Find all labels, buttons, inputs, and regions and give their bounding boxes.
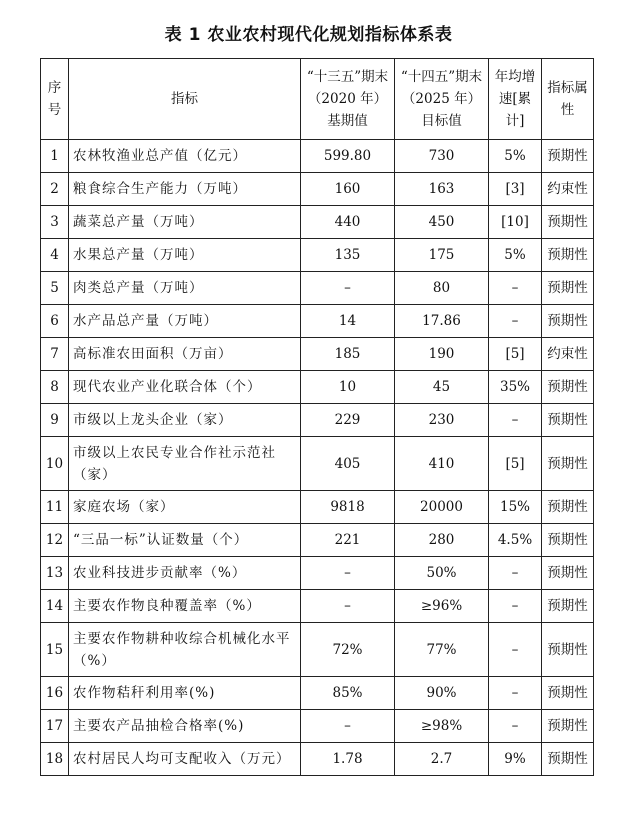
table-row [41,338,594,371]
growth-rate: 15% [489,491,542,524]
base-value: 135 [301,239,395,272]
growth-rate: [5] [489,437,542,491]
header-base: “十三五”期末（2020 年）基期值 [301,59,395,140]
target-value: 20000 [395,491,489,524]
table-title: 表 1 农业农村现代化规划指标体系表 [164,25,453,45]
indicator-attribute: 预期性 [542,140,594,173]
indicator-attribute: 预期性 [542,272,594,305]
row-number: 8 [41,371,69,404]
table-row [41,404,594,437]
base-value: 9818 [301,491,395,524]
target-value: 45 [395,371,489,404]
base-value: 405 [301,437,395,491]
target-value: 730 [395,140,489,173]
growth-rate: 4.5% [489,524,542,557]
indicator-attribute: 预期性 [542,371,594,404]
indicator-name: 农村居民人均可支配收入（万元） [69,743,301,776]
indicator-table [40,58,594,776]
indicator-attribute: 预期性 [542,743,594,776]
indicator-attribute: 预期性 [542,710,594,743]
target-value: 90% [395,677,489,710]
indicator-name: 家庭农场（家） [69,491,301,524]
row-number: 4 [41,239,69,272]
table-row [41,140,594,173]
target-value: 410 [395,437,489,491]
indicator-name: 农作物秸秆利用率(%) [69,677,301,710]
target-value: 190 [395,338,489,371]
row-number: 10 [41,437,69,491]
indicator-name: 水果总产量（万吨） [69,239,301,272]
table-row [41,272,594,305]
table-row [41,710,594,743]
target-value: ≥96% [395,590,489,623]
indicator-attribute: 预期性 [542,557,594,590]
growth-rate: – [489,590,542,623]
base-value: 14 [301,305,395,338]
indicator-name: 主要农产品抽检合格率(%) [69,710,301,743]
growth-rate: – [489,272,542,305]
base-value: 1.78 [301,743,395,776]
base-value: 599.80 [301,140,395,173]
indicator-attribute: 预期性 [542,404,594,437]
header-attribute: 指标属性 [542,59,594,140]
indicator-name: 农业科技进步贡献率（%） [69,557,301,590]
indicator-name: 现代农业产业化联合体（个） [69,371,301,404]
header-target: “十四五”期末（2025 年）目标值 [395,59,489,140]
base-value: – [301,557,395,590]
growth-rate: – [489,557,542,590]
indicator-attribute: 预期性 [542,590,594,623]
target-value: 50% [395,557,489,590]
row-number: 3 [41,206,69,239]
row-number: 9 [41,404,69,437]
target-value: ≥98% [395,710,489,743]
indicator-name: 粮食综合生产能力（万吨） [69,173,301,206]
table-row [41,524,594,557]
indicator-attribute: 预期性 [542,239,594,272]
indicator-name: 主要农作物耕种收综合机械化水平（%） [69,623,301,677]
header-growth: 年均增速[累计] [489,59,542,140]
target-value: 163 [395,173,489,206]
indicator-name: 肉类总产量（万吨） [69,272,301,305]
target-value: 2.7 [395,743,489,776]
base-value: – [301,590,395,623]
row-number: 18 [41,743,69,776]
row-number: 2 [41,173,69,206]
row-number: 12 [41,524,69,557]
row-number: 7 [41,338,69,371]
base-value: 440 [301,206,395,239]
target-value: 280 [395,524,489,557]
table-row [41,743,594,776]
base-value: 185 [301,338,395,371]
growth-rate: 35% [489,371,542,404]
table-row [41,557,594,590]
indicator-attribute: 预期性 [542,677,594,710]
indicator-attribute: 约束性 [542,338,594,371]
base-value: – [301,272,395,305]
indicator-name: 高标准农田面积（万亩） [69,338,301,371]
indicator-attribute: 预期性 [542,437,594,491]
base-value: 10 [301,371,395,404]
growth-rate: [5] [489,338,542,371]
row-number: 14 [41,590,69,623]
table-row [41,206,594,239]
base-value: 72% [301,623,395,677]
target-value: 230 [395,404,489,437]
row-number: 15 [41,623,69,677]
growth-rate: 9% [489,743,542,776]
table-row [41,437,594,491]
growth-rate: [10] [489,206,542,239]
growth-rate: 5% [489,239,542,272]
indicator-name: 市级以上龙头企业（家） [69,404,301,437]
table-row [41,305,594,338]
indicator-attribute: 预期性 [542,206,594,239]
header-seq: 序号 [41,59,69,140]
table-row [41,623,594,677]
growth-rate: [3] [489,173,542,206]
table-row [41,173,594,206]
row-number: 1 [41,140,69,173]
row-number: 16 [41,677,69,710]
indicator-name: 市级以上农民专业合作社示范社（家） [69,437,301,491]
growth-rate: – [489,710,542,743]
base-value: 221 [301,524,395,557]
growth-rate: 5% [489,140,542,173]
indicator-attribute: 预期性 [542,623,594,677]
indicator-name: 水产品总产量（万吨） [69,305,301,338]
indicator-name: 蔬菜总产量（万吨） [69,206,301,239]
base-value: 85% [301,677,395,710]
base-value: – [301,710,395,743]
growth-rate: – [489,404,542,437]
row-number: 11 [41,491,69,524]
indicator-name: 农林牧渔业总产值（亿元） [69,140,301,173]
growth-rate: – [489,677,542,710]
row-number: 17 [41,710,69,743]
header-indicator: 指标 [69,59,301,140]
growth-rate: – [489,623,542,677]
row-number: 13 [41,557,69,590]
base-value: 160 [301,173,395,206]
target-value: 77% [395,623,489,677]
table-row [41,239,594,272]
indicator-attribute: 预期性 [542,524,594,557]
header-row [41,59,594,140]
growth-rate: – [489,305,542,338]
target-value: 17.86 [395,305,489,338]
base-value: 229 [301,404,395,437]
table-row [41,590,594,623]
target-value: 450 [395,206,489,239]
table-row [41,677,594,710]
indicator-attribute: 预期性 [542,491,594,524]
row-number: 5 [41,272,69,305]
table-row [41,371,594,404]
target-value: 175 [395,239,489,272]
table-row [41,491,594,524]
indicator-name: 主要农作物良种覆盖率（%） [69,590,301,623]
row-number: 6 [41,305,69,338]
indicator-name: “三品一标”认证数量（个） [69,524,301,557]
indicator-attribute: 预期性 [542,305,594,338]
indicator-attribute: 约束性 [542,173,594,206]
target-value: 80 [395,272,489,305]
